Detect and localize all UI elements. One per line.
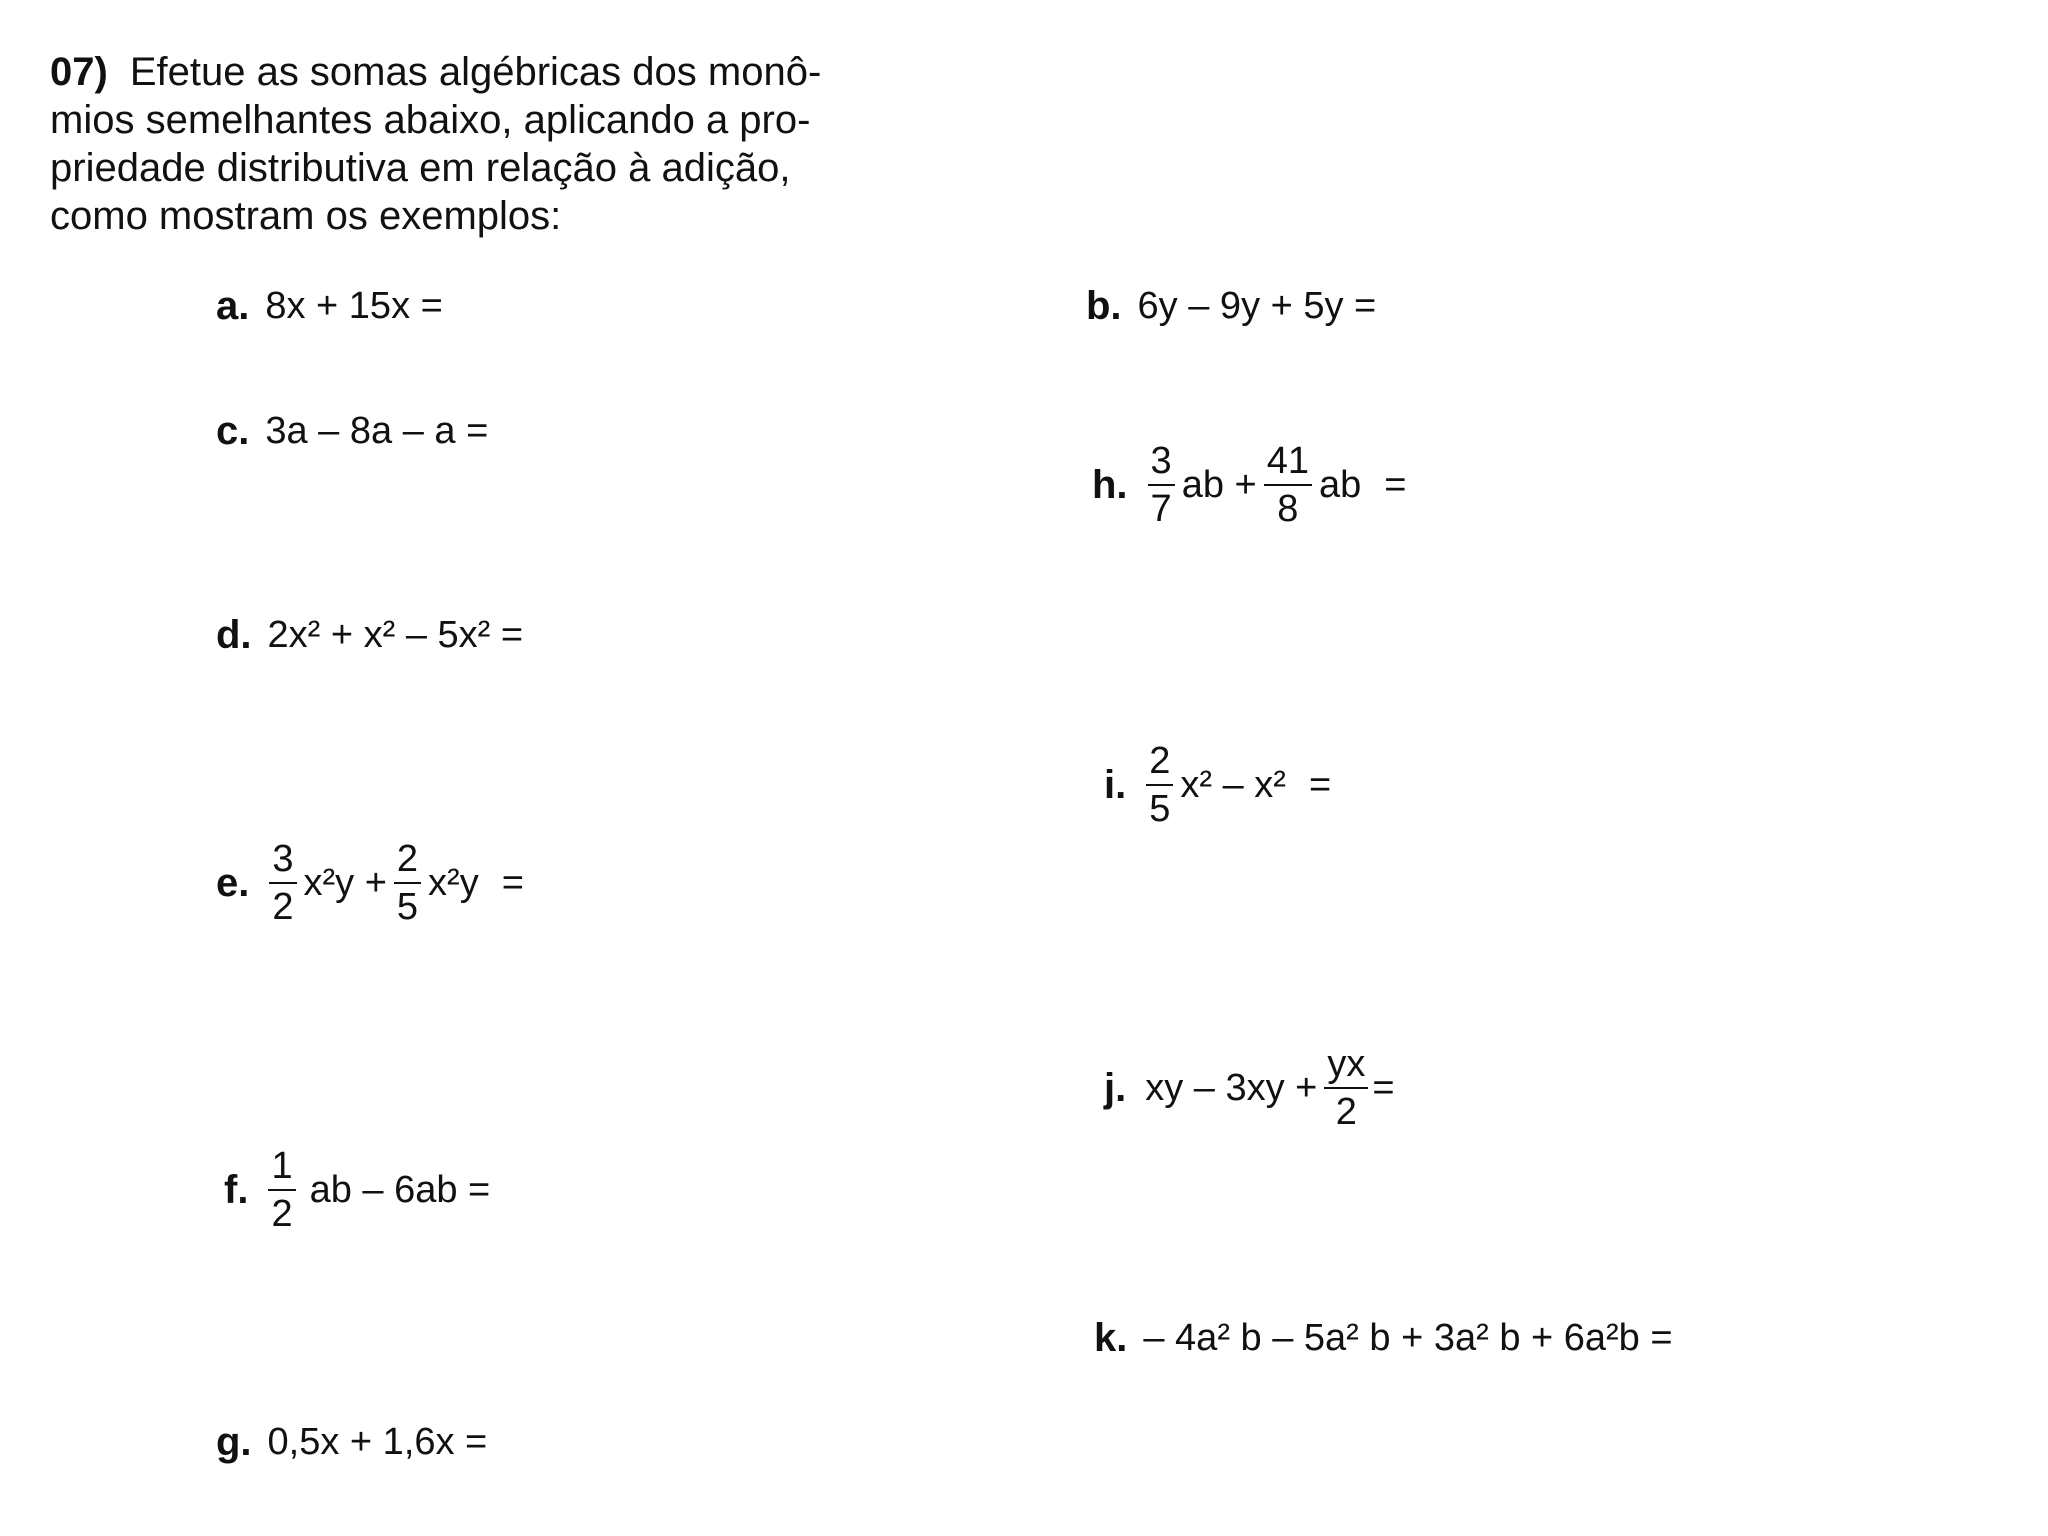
exercise-label: e. — [216, 860, 250, 905]
exercise-e — [216, 838, 524, 928]
fraction — [1324, 1045, 1368, 1131]
fraction — [268, 1147, 295, 1233]
exercise-g — [216, 1397, 487, 1487]
expression-term: xy – 3xy + — [1145, 1066, 1318, 1109]
fraction-denominator: 8 — [1277, 488, 1299, 530]
fraction-denominator: 2 — [272, 886, 294, 928]
exercise-a — [216, 261, 443, 351]
equals-sign: = — [1384, 463, 1407, 506]
fraction — [394, 840, 421, 926]
fraction-numerator: 3 — [269, 840, 296, 884]
exercise-j — [1104, 1043, 1395, 1133]
equals-sign: = — [1308, 763, 1332, 806]
exercise-expression: 6y – 9y + 5y = — [1137, 284, 1377, 327]
header-line-3: priedade distributiva em relação à adição, — [50, 146, 791, 190]
equals-sign: = — [501, 861, 524, 904]
exercise-label: g. — [216, 1419, 252, 1464]
exercise-label: h. — [1092, 462, 1128, 507]
exercise-i — [1104, 740, 1331, 830]
exercise-c — [216, 386, 488, 476]
fraction-numerator: yx — [1324, 1045, 1368, 1089]
exercise-label: k. — [1094, 1315, 1128, 1360]
fraction-numerator: 2 — [394, 840, 421, 884]
fraction-denominator: 5 — [396, 886, 419, 928]
exercise-expression: ab – 6ab = — [309, 1168, 491, 1211]
header-text-1: Efetue as somas algébricas dos monô- — [129, 50, 822, 94]
fraction-denominator: 5 — [1149, 788, 1171, 830]
question-number: 07) — [50, 50, 108, 94]
exercise-label: c. — [216, 408, 250, 453]
exercise-label: b. — [1086, 283, 1122, 328]
exercise-h — [1092, 440, 1406, 530]
expression-term: ab + — [1181, 463, 1257, 506]
exercise-label: j. — [1104, 1065, 1127, 1110]
header-line-1 — [50, 48, 850, 96]
exercise-expression: – 4a² b – 5a² b + 3a² b + 6a²b = — [1143, 1316, 1673, 1359]
fraction-numerator: 41 — [1264, 442, 1312, 486]
header-line-4: como mostram os exemplos: — [50, 194, 562, 238]
equals-sign: = — [1372, 1066, 1395, 1109]
exercise-label: d. — [216, 612, 252, 657]
question-header — [50, 48, 850, 240]
exercise-expression: 0,5x + 1,6x = — [267, 1420, 488, 1463]
expression-term: x²y + — [303, 861, 387, 904]
exercise-label: i. — [1104, 762, 1127, 807]
exercise-expression: 8x + 15x = — [265, 284, 443, 327]
fraction-denominator: 7 — [1150, 488, 1172, 530]
fraction-numerator: 3 — [1148, 442, 1175, 486]
exercise-expression: 2x² + x² – 5x² = — [267, 613, 524, 656]
fraction-numerator: 1 — [268, 1147, 295, 1191]
fraction — [1148, 442, 1175, 528]
exercise-expression: 3a – 8a – a = — [265, 409, 489, 452]
exercise-f — [224, 1145, 490, 1235]
exercise-b — [1086, 261, 1376, 351]
exercise-k — [1094, 1293, 1673, 1383]
fraction-denominator: 2 — [271, 1193, 293, 1235]
fraction — [1146, 742, 1173, 828]
fraction-numerator: 2 — [1146, 742, 1173, 786]
exercise-label: a. — [216, 283, 250, 328]
expression-term: ab — [1319, 463, 1362, 506]
fraction — [1264, 442, 1312, 528]
header-line-2: mios semelhantes abaixo, aplicando a pro- — [50, 98, 811, 142]
fraction — [269, 840, 296, 926]
fraction-denominator: 2 — [1335, 1091, 1357, 1133]
exercise-d — [216, 590, 523, 680]
expression-term: x²y — [428, 861, 479, 904]
exercise-label: f. — [224, 1167, 249, 1212]
expression-term: x² – x² — [1180, 763, 1286, 806]
